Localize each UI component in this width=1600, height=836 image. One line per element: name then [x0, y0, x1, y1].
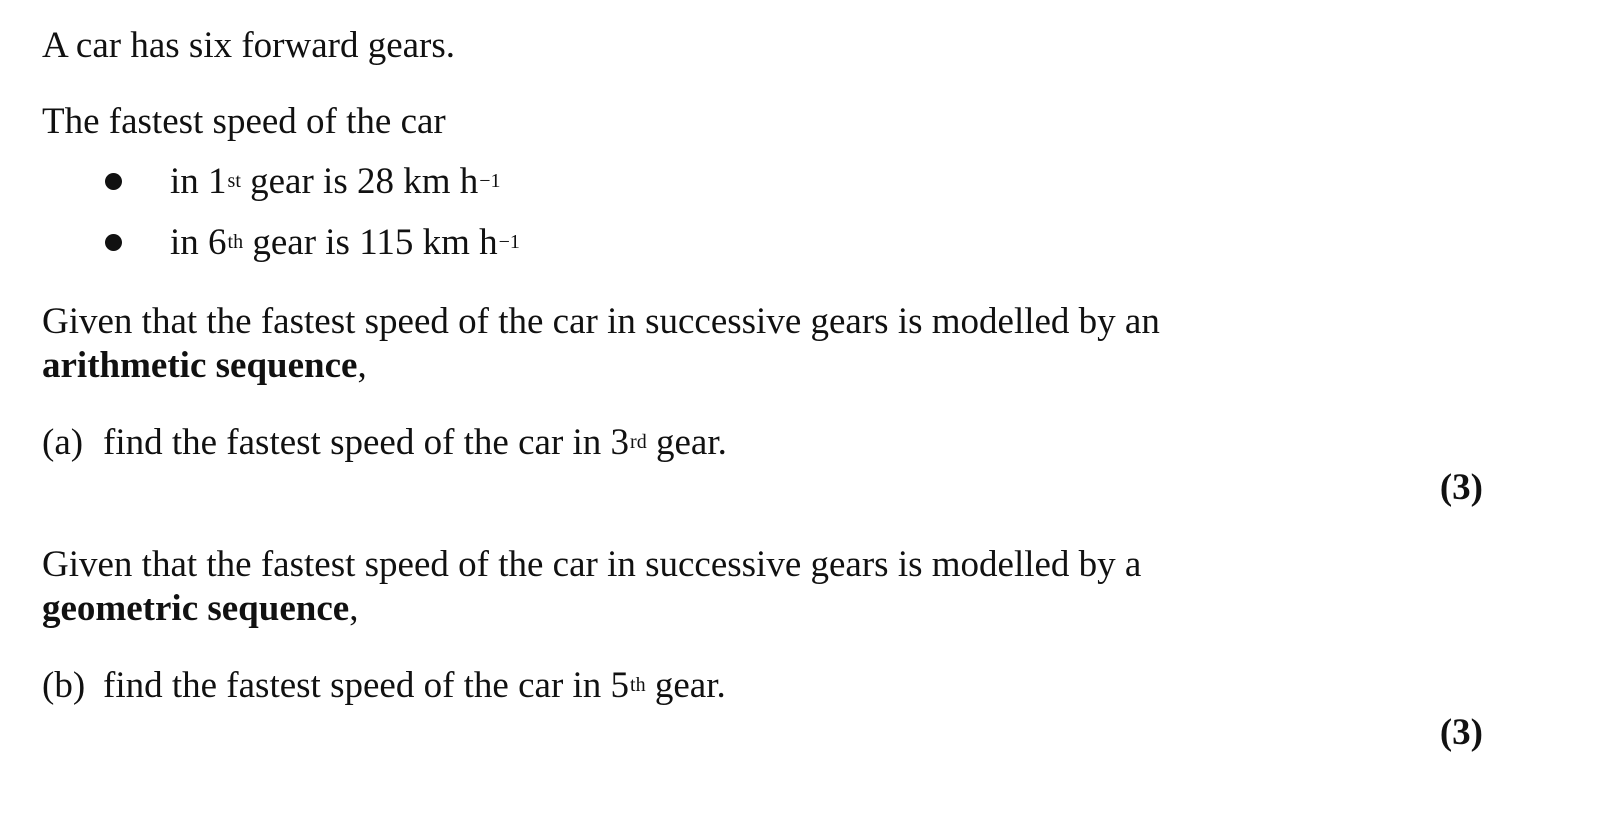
geometric-condition-line-2 [42, 587, 358, 631]
arithmetic-condition-line-2 [42, 344, 367, 388]
fastest-lead-text: The fastest speed of the car [42, 101, 446, 142]
part-a-question [42, 421, 727, 465]
geometric-tail: , [349, 588, 359, 629]
ordinal-suffix: th [630, 674, 646, 696]
bullet-prefix: in 1 [170, 161, 227, 202]
arithmetic-sequence-term: arithmetic sequence [42, 345, 358, 386]
geometric-condition-line: Given that the fastest speed of the car in successive gears is modelled by a [42, 544, 1142, 585]
part-a-text: find the fastest speed of the car in 3 [103, 422, 630, 463]
bullet-item-first-gear [105, 160, 501, 204]
ordinal-suffix: rd [630, 431, 647, 453]
part-a-end: gear. [646, 422, 727, 463]
intro-text: A car has six forward gears. [42, 25, 456, 66]
arithmetic-condition-line: Given that the fastest speed of the car in successive gears is modelled by an [42, 301, 1160, 342]
bullet-icon [105, 234, 122, 251]
part-b-end: gear. [645, 665, 726, 706]
bullet-middle: gear is 115 km h [243, 222, 498, 263]
bullet-icon [105, 173, 122, 190]
part-a-marks: (3) [1439, 467, 1483, 508]
bullet-item-sixth-gear [105, 221, 520, 265]
geometric-sequence-term: geometric sequence [42, 588, 350, 629]
unit-exponent: −1 [479, 170, 501, 192]
unit-exponent: −1 [498, 231, 520, 253]
bullet-middle: gear is 28 km h [240, 161, 479, 202]
part-a-label: (a) [42, 422, 84, 463]
part-b-label: (b) [42, 665, 86, 706]
part-b-text: find the fastest speed of the car in 5 [103, 665, 630, 706]
part-b-question [42, 664, 726, 708]
bullet-prefix: in 6 [170, 222, 227, 263]
ordinal-suffix: th [227, 231, 244, 253]
ordinal-suffix: st [227, 170, 241, 192]
arithmetic-tail: , [357, 345, 367, 386]
part-b-marks: (3) [1439, 712, 1483, 753]
